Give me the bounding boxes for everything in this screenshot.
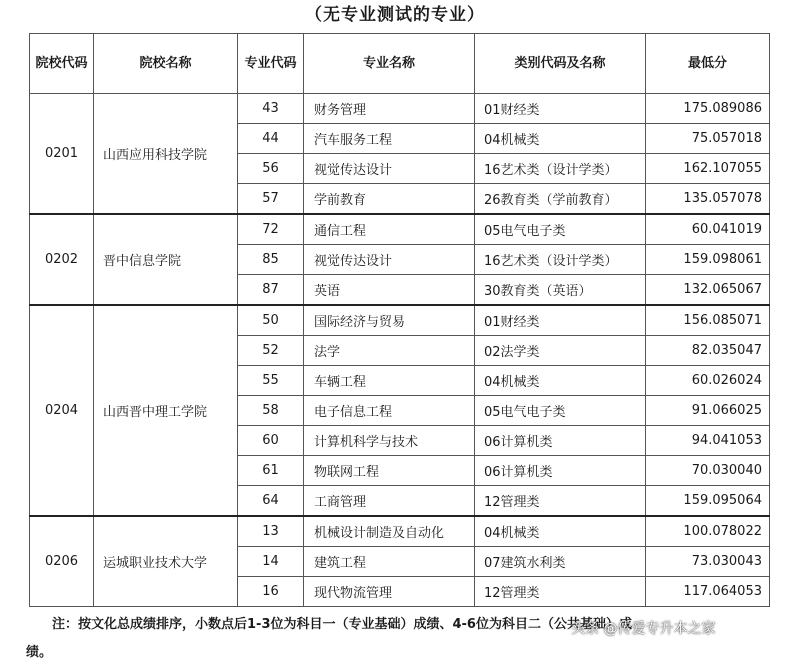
major-code-cell: 43 — [238, 94, 304, 124]
min-score-cell: 82.035047 — [646, 336, 770, 366]
category-cell: 04机械类 — [475, 124, 646, 154]
school-name-cell: 运城职业技术大学 — [94, 516, 238, 607]
major-name-cell: 学前教育 — [304, 184, 475, 215]
min-score-cell: 94.041053 — [646, 426, 770, 456]
major-name-cell: 现代物流管理 — [304, 577, 475, 607]
min-score-cell: 100.078022 — [646, 516, 770, 547]
table-row — [30, 516, 770, 547]
watermark: 头条 @传爱专升本之家 — [571, 621, 716, 637]
school-code-cell: 0204 — [30, 305, 94, 516]
major-code-cell: 44 — [238, 124, 304, 154]
min-score-cell: 175.089086 — [646, 94, 770, 124]
major-code-cell: 13 — [238, 516, 304, 547]
category-cell: 16艺术类（设计学类） — [475, 154, 646, 184]
category-cell: 04机械类 — [475, 366, 646, 396]
school-name-cell: 山西晋中理工学院 — [94, 305, 238, 516]
category-cell: 07建筑水利类 — [475, 547, 646, 577]
footnote-line-2: 绩。 — [26, 645, 53, 660]
category-cell: 02法学类 — [475, 336, 646, 366]
min-score-cell: 117.064053 — [646, 577, 770, 607]
min-score-cell: 91.066025 — [646, 396, 770, 426]
school-name-cell: 晋中信息学院 — [94, 214, 238, 305]
min-score-cell: 156.085071 — [646, 305, 770, 336]
min-score-cell: 60.041019 — [646, 214, 770, 245]
major-code-cell: 87 — [238, 275, 304, 306]
major-name-cell: 国际经济与贸易 — [304, 305, 475, 336]
header-school-name: 院校名称 — [94, 34, 238, 94]
major-code-cell: 57 — [238, 184, 304, 215]
table-header-row — [30, 34, 770, 94]
major-code-cell: 56 — [238, 154, 304, 184]
category-cell: 06计算机类 — [475, 456, 646, 486]
major-code-cell: 16 — [238, 577, 304, 607]
min-score-cell: 162.107055 — [646, 154, 770, 184]
school-name-cell: 山西应用科技学院 — [94, 94, 238, 215]
category-cell: 05电气电子类 — [475, 396, 646, 426]
min-score-cell: 60.026024 — [646, 366, 770, 396]
major-code-cell: 60 — [238, 426, 304, 456]
header-major-name: 专业名称 — [304, 34, 475, 94]
category-cell: 12管理类 — [475, 577, 646, 607]
major-name-cell: 通信工程 — [304, 214, 475, 245]
major-name-cell: 车辆工程 — [304, 366, 475, 396]
major-code-cell: 14 — [238, 547, 304, 577]
major-code-cell: 55 — [238, 366, 304, 396]
min-score-cell: 159.098061 — [646, 245, 770, 275]
major-name-cell: 汽车服务工程 — [304, 124, 475, 154]
table-row — [30, 214, 770, 245]
major-code-cell: 58 — [238, 396, 304, 426]
min-score-cell: 70.030040 — [646, 456, 770, 486]
major-name-cell: 视觉传达设计 — [304, 245, 475, 275]
major-name-cell: 视觉传达设计 — [304, 154, 475, 184]
category-cell: 04机械类 — [475, 516, 646, 547]
admission-score-table — [29, 33, 770, 607]
school-code-cell: 0201 — [30, 94, 94, 215]
category-cell: 01财经类 — [475, 305, 646, 336]
major-code-cell: 61 — [238, 456, 304, 486]
major-code-cell: 50 — [238, 305, 304, 336]
category-cell: 30教育类（英语） — [475, 275, 646, 306]
major-code-cell: 64 — [238, 486, 304, 517]
header-min-score: 最低分 — [646, 34, 770, 94]
major-name-cell: 英语 — [304, 275, 475, 306]
table-body — [30, 94, 770, 607]
school-code-cell: 0206 — [30, 516, 94, 607]
major-name-cell: 工商管理 — [304, 486, 475, 517]
table-row — [30, 305, 770, 336]
category-cell: 12管理类 — [475, 486, 646, 517]
major-name-cell: 财务管理 — [304, 94, 475, 124]
min-score-cell: 159.095064 — [646, 486, 770, 517]
major-name-cell: 机械设计制造及自动化 — [304, 516, 475, 547]
major-name-cell: 计算机科学与技术 — [304, 426, 475, 456]
major-code-cell: 52 — [238, 336, 304, 366]
school-code-cell: 0202 — [30, 214, 94, 305]
category-cell: 05电气电子类 — [475, 214, 646, 245]
major-code-cell: 72 — [238, 214, 304, 245]
category-cell: 06计算机类 — [475, 426, 646, 456]
category-cell: 01财经类 — [475, 94, 646, 124]
header-school-code: 院校代码 — [30, 34, 94, 94]
major-name-cell: 物联网工程 — [304, 456, 475, 486]
min-score-cell: 75.057018 — [646, 124, 770, 154]
major-name-cell: 法学 — [304, 336, 475, 366]
min-score-cell: 135.057078 — [646, 184, 770, 215]
category-cell: 16艺术类（设计学类） — [475, 245, 646, 275]
header-category: 类别代码及名称 — [475, 34, 646, 94]
table-title: （无专业测试的专业） — [305, 5, 485, 25]
min-score-cell: 73.030043 — [646, 547, 770, 577]
table-row — [30, 94, 770, 124]
min-score-cell: 132.065067 — [646, 275, 770, 306]
major-name-cell: 电子信息工程 — [304, 396, 475, 426]
footnote-line-1: 注：按文化总成绩排序，小数点后1-3位为科目一（专业基础）成绩、4-6位为科目二（公共基础）成 — [52, 617, 632, 632]
header-major-code: 专业代码 — [238, 34, 304, 94]
category-cell: 26教育类（学前教育） — [475, 184, 646, 215]
major-name-cell: 建筑工程 — [304, 547, 475, 577]
major-code-cell: 85 — [238, 245, 304, 275]
